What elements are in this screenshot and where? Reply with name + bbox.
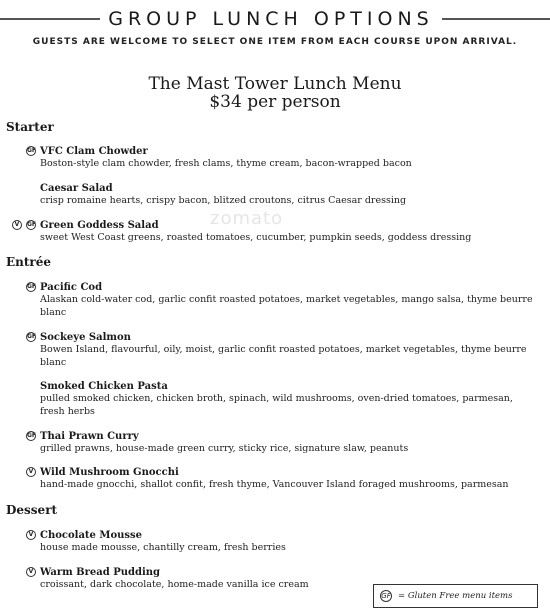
item-name: Green Goddess Salad <box>40 220 159 231</box>
menu-title: The Mast Tower Lunch Menu <box>148 74 402 94</box>
course-heading-dessert: Dessert <box>6 503 58 517</box>
item-description: Boston-style clam chowder, fresh clams, thyme cream, bacon-wrapped bacon <box>40 158 412 169</box>
item-name: Warm Bread Pudding <box>40 567 161 578</box>
watermark: zomato <box>210 208 284 229</box>
item-name: Smoked Chicken Pasta <box>40 381 168 392</box>
vegetarian-icon: V <box>26 467 36 477</box>
header-rule-right <box>442 18 550 20</box>
header-rule-left <box>0 18 100 20</box>
item-description: hand-made gnocchi, shallot confit, fresh thyme, Vancouver Island foraged mushrooms, parmesan <box>40 479 509 490</box>
item-description: Alaskan cold-water cod, garlic confit roasted potatoes, market vegetables, mango salsa, thyme beurre blanc <box>40 294 533 318</box>
menu-item <box>14 219 544 245</box>
course-heading-starter: Starter <box>6 120 54 134</box>
item-name: Sockeye Salmon <box>40 332 131 343</box>
menu-item <box>24 430 544 456</box>
item-description: sweet West Coast greens, roasted tomatoes, cucumber, pumpkin seeds, goddess dressing <box>40 232 472 243</box>
item-name: Pacific Cod <box>40 282 103 293</box>
item-name: Wild Mushroom Gnocchi <box>40 467 179 478</box>
item-name: VFC Clam Chowder <box>40 146 148 157</box>
header-row <box>0 6 550 32</box>
item-description: crisp romaine hearts, crispy bacon, blitzed croutons, citrus Caesar dressing <box>40 195 407 206</box>
gluten-free-legend <box>373 584 538 608</box>
item-description: croissant, dark chocolate, home-made vanilla ice cream <box>40 579 309 590</box>
item-name: Caesar Salad <box>40 183 113 194</box>
vegetarian-icon: V <box>12 220 22 230</box>
menu-item <box>24 281 544 319</box>
menu-item <box>24 529 544 555</box>
menu-item <box>24 182 544 208</box>
item-description: pulled smoked chicken, chicken broth, spinach, wild mushrooms, oven-dried tomatoes, parmesan, fresh herbs <box>40 393 513 417</box>
gf-icon: GF <box>27 333 37 340</box>
vegetarian-icon: V <box>26 530 36 540</box>
item-description: house made mousse, chantilly cream, fresh berries <box>40 542 286 553</box>
menu-price: $34 per person <box>209 92 341 112</box>
item-name: Thai Prawn Curry <box>40 431 139 442</box>
gf-icon: GF <box>27 147 37 154</box>
course-heading-entree: Entrée <box>6 255 52 269</box>
gf-icon: GF <box>381 592 391 600</box>
gf-icon: GF <box>27 432 37 439</box>
menu-item <box>24 331 544 369</box>
menu-title-block <box>0 75 550 111</box>
menu-item <box>24 380 544 418</box>
page-title: GROUP LUNCH OPTIONS <box>108 8 434 30</box>
item-description: Bowen Island, flavourful, oily, moist, garlic confit roasted potatoes, market vegetables, thyme beurre blanc <box>40 344 527 368</box>
page-subtitle: GUESTS ARE WELCOME TO SELECT ONE ITEM FROM EACH COURSE UPON ARRIVAL. <box>32 37 518 47</box>
gf-icon: GF <box>27 283 37 290</box>
item-description: grilled prawns, house-made green curry, sticky rice, signature slaw, peanuts <box>40 443 409 454</box>
gf-icon: GF <box>27 221 37 228</box>
menu-item <box>24 466 544 492</box>
legend-text: = Gluten Free menu items <box>398 591 513 601</box>
item-name: Chocolate Mousse <box>40 530 143 541</box>
vegetarian-icon: V <box>26 567 36 577</box>
menu-item <box>24 145 544 171</box>
